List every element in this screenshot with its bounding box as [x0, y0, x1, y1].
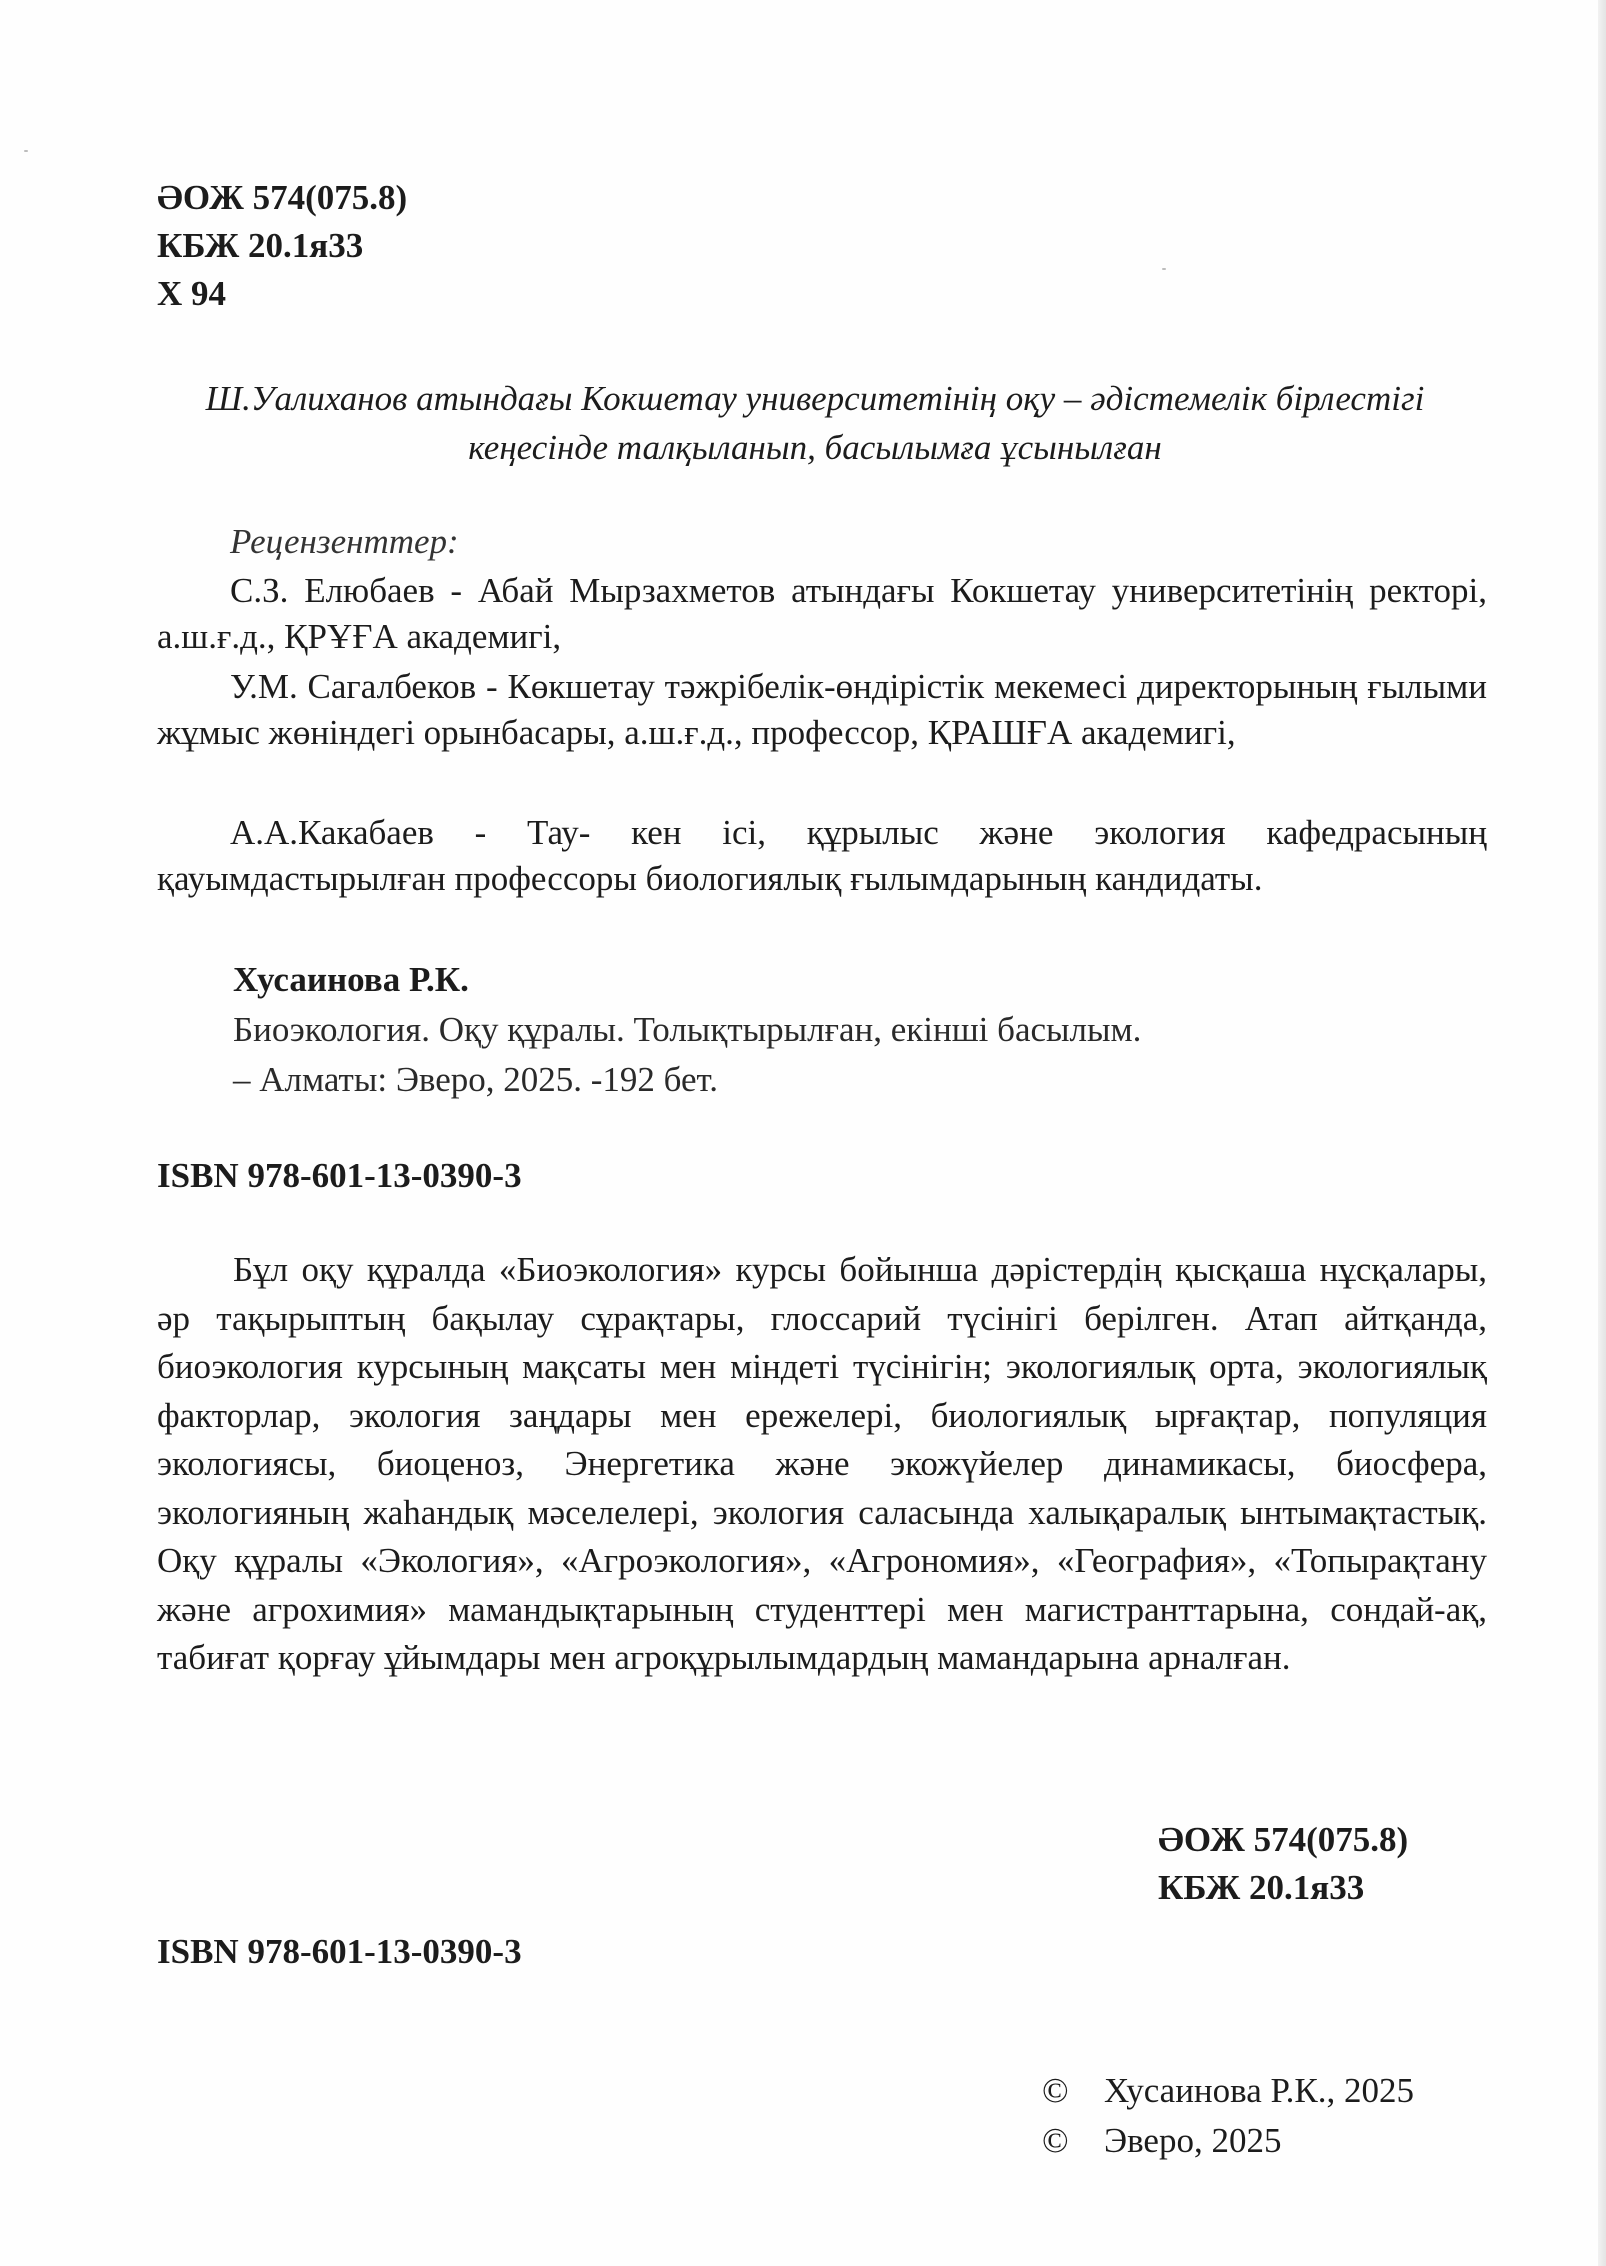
copyright-line — [1042, 2116, 1414, 2166]
lbc-code: КБЖ 20.1я33 — [157, 226, 364, 265]
classification-codes-top — [157, 174, 407, 318]
book-imprint: – Алматы: Эверо, 2025. -192 бет. — [233, 1060, 718, 1099]
author-mark: Х 94 — [157, 274, 227, 313]
book-description: Биоэкология. Оқу құралы. Толықтырылған, екінші басылым. — [233, 1010, 1142, 1049]
book-abstract: Бұл оқу құралда «Биоэкология» курсы бойынша дәрістердің қысқаша нұсқалары, әр тақырыптың бақылау сұрақтары, глоссарий түсінігі берілген. Атап айтқанда, биоэкология курсының мақсаты мен міндеті түсінігін; экологиялық орта, экологиялық факторлар, экология заңдары мен ережелері, биологиялық ырғақтар, популяция экологиясы, биоценоз, Энергетика және экожүйелер динамикасы, биосфера, экологияның жаһандық мәселелері, экология саласында халықаралық ынтымақтастық. Оқу құралы «Экология», «Агроэкология», «Агрономия», «География», «Топырақтану және агрохимия» мамандықтарының студенттері мен магистранттарына, сондай-ақ, табиғат қорғау ұйымдары мен агроқұрылымдардың мамандарына арналған. — [157, 1250, 1487, 1677]
copyright-holder: Эверо, 2025 — [1104, 2121, 1282, 2160]
classification-codes-bottom — [1158, 1816, 1408, 1912]
reviewer-item: А.А.Какабаев - Тау- кен ісі, құрылыс және экология кафедрасының қауымдастырылған профессоры биологиялық ғылымдарының кандидаты. — [157, 813, 1487, 898]
reviewer-item: С.З. Елюбаев - Абай Мырзахметов атындағы Кокшетау университетінің ректорі, а.ш.ғ.д., ҚРҰҒА академигі, — [157, 571, 1487, 656]
udc-code: ӘОЖ 574(075.8) — [157, 178, 408, 217]
book-author: Хусаинова Р.К. — [233, 960, 469, 999]
reviewer-item: У.М. Сагалбеков - Көкшетау тәжрібелік-өндірістік мекемесі директорының ғылыми жұмыс жөніндегі орынбасары, а.ш.ғ.д., профессор, ҚРАШҒА академигі, — [157, 667, 1487, 752]
copyright-symbol: © — [1042, 2121, 1069, 2160]
page-edge-shadow — [1598, 0, 1606, 2266]
copyright-line — [1042, 2066, 1414, 2116]
isbn-top: ISBN 978-601-13-0390-3 — [157, 1156, 522, 1195]
copyright-symbol: © — [1042, 2071, 1069, 2110]
copyright-block — [1042, 2066, 1414, 2166]
lbc-code: КБЖ 20.1я33 — [1158, 1868, 1365, 1907]
scan-speck — [24, 150, 28, 152]
approval-note: Ш.Уалиханов атындағы Кокшетау университетінің оқу – әдістемелік бірлестігі кеңесінде талқыланып, басылымға ұсынылған — [205, 379, 1425, 467]
udc-code: ӘОЖ 574(075.8) — [1158, 1820, 1409, 1859]
isbn-bottom: ISBN 978-601-13-0390-3 — [157, 1932, 522, 1971]
copyright-holder: Хусаинова Р.К., 2025 — [1104, 2071, 1414, 2110]
scan-speck — [1162, 268, 1166, 270]
reviewers-title: Рецензенттер: — [230, 522, 459, 561]
